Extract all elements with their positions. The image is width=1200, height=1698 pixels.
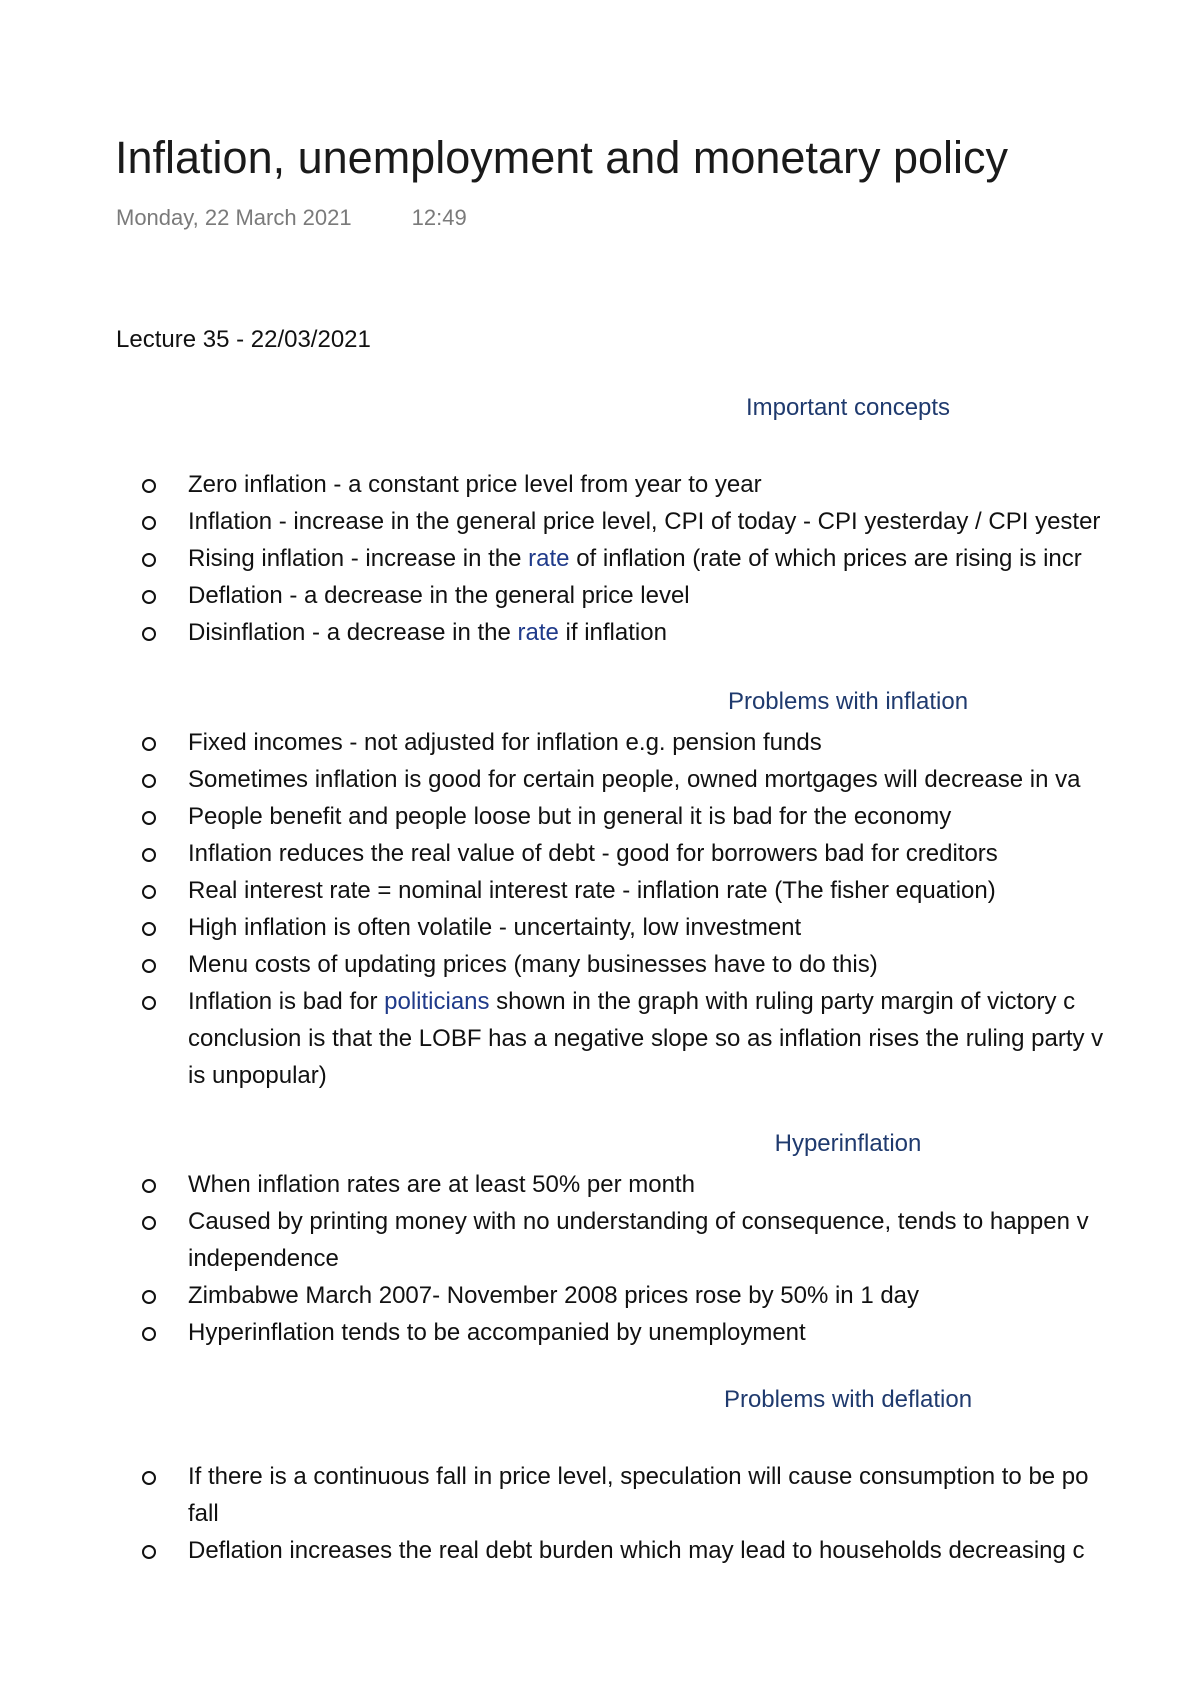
list-item: conclusion is that the LOBF has a negative slope so as inflation rises the ruling party v	[188, 1025, 1104, 1052]
bullet-circle-icon	[142, 1179, 156, 1193]
list-item	[188, 614, 667, 651]
list-item-text: if inflation	[558, 619, 667, 646]
list-item: Sometimes inflation is good for certain people, owned mortgages will decrease in va	[188, 766, 1081, 793]
lecture-label: Lecture 35 - 22/03/2021	[116, 326, 371, 353]
list-item: Deflation increases the real debt burden which may lead to households decreasing c	[188, 1537, 1085, 1564]
highlighted-term: rate	[517, 619, 559, 646]
section-heading-text: Problems with deflation	[723, 1386, 973, 1413]
list-item: Inflation reduces the real value of debt - good for borrowers bad for creditors	[188, 840, 998, 867]
bullet-circle-icon	[142, 996, 156, 1010]
note-time: 12:49	[411, 205, 467, 230]
list-item	[188, 983, 1075, 1020]
bullet-circle-icon	[142, 1471, 156, 1485]
bullet-circle-icon	[142, 959, 156, 973]
bullet-circle-icon	[142, 737, 156, 751]
bullet-circle-icon	[142, 627, 156, 641]
list-item: Hyperinflation tends to be accompanied by unemployment	[188, 1319, 806, 1346]
list-item: is unpopular)	[188, 1062, 327, 1089]
bullet-circle-icon	[142, 1545, 156, 1559]
section-heading-text: Important concepts	[745, 394, 951, 421]
list-item-text: of inflation (rate of which prices are rising is incr	[569, 545, 1082, 572]
list-item: High inflation is often volatile - uncertainty, low investment	[188, 914, 802, 941]
section-heading-text: Hyperinflation	[774, 1130, 922, 1157]
list-item: People benefit and people loose but in general it is bad for the economy	[188, 803, 952, 830]
list-item: fall	[188, 1500, 219, 1527]
list-item-text: Rising inflation - increase in the	[188, 545, 529, 572]
bullet-circle-icon	[142, 885, 156, 899]
list-item: Caused by printing money with no understanding of consequence, tends to happen v	[188, 1208, 1089, 1235]
list-item: Zimbabwe March 2007- November 2008 prices rose by 50% in 1 day	[188, 1282, 920, 1309]
bullet-circle-icon	[142, 1327, 156, 1341]
bullet-circle-icon	[142, 479, 156, 493]
bullet-circle-icon	[142, 922, 156, 936]
list-item: If there is a continuous fall in price level, speculation will cause consumption to be po	[188, 1463, 1089, 1490]
bullet-circle-icon	[142, 1290, 156, 1304]
note-meta	[116, 205, 467, 231]
page-title: Inflation, unemployment and monetary policy	[115, 132, 1008, 183]
section-heading-text: Problems with inflation	[727, 688, 969, 715]
list-item: Fixed incomes - not adjusted for inflation e.g. pension funds	[188, 729, 822, 756]
list-item	[188, 540, 1082, 577]
bullet-circle-icon	[142, 590, 156, 604]
list-item-text: Inflation is bad for	[188, 988, 385, 1015]
highlighted-term: rate	[528, 545, 570, 572]
bullet-circle-icon	[142, 774, 156, 788]
bullet-circle-icon	[142, 811, 156, 825]
bullet-circle-icon	[142, 1216, 156, 1230]
bullet-circle-icon	[142, 553, 156, 567]
list-item: Inflation - increase in the general price level, CPI of today - CPI yesterday / CPI yester	[188, 508, 1101, 535]
list-item: independence	[188, 1245, 339, 1272]
list-item-text: Disinflation - a decrease in the	[188, 619, 518, 646]
list-item-text: shown in the graph with ruling party margin of victory c	[489, 988, 1076, 1015]
highlighted-term: politicians	[384, 988, 490, 1015]
list-item: Zero inflation - a constant price level from year to year	[188, 471, 762, 498]
note-date: Monday, 22 March 2021	[116, 205, 352, 230]
bullet-circle-icon	[142, 516, 156, 530]
bullet-circle-icon	[142, 848, 156, 862]
list-item: Deflation - a decrease in the general price level	[188, 582, 690, 609]
list-item: Real interest rate = nominal interest rate - inflation rate (The fisher equation)	[188, 877, 996, 904]
list-item: When inflation rates are at least 50% per month	[188, 1171, 695, 1198]
list-item: Menu costs of updating prices (many businesses have to do this)	[188, 951, 878, 978]
